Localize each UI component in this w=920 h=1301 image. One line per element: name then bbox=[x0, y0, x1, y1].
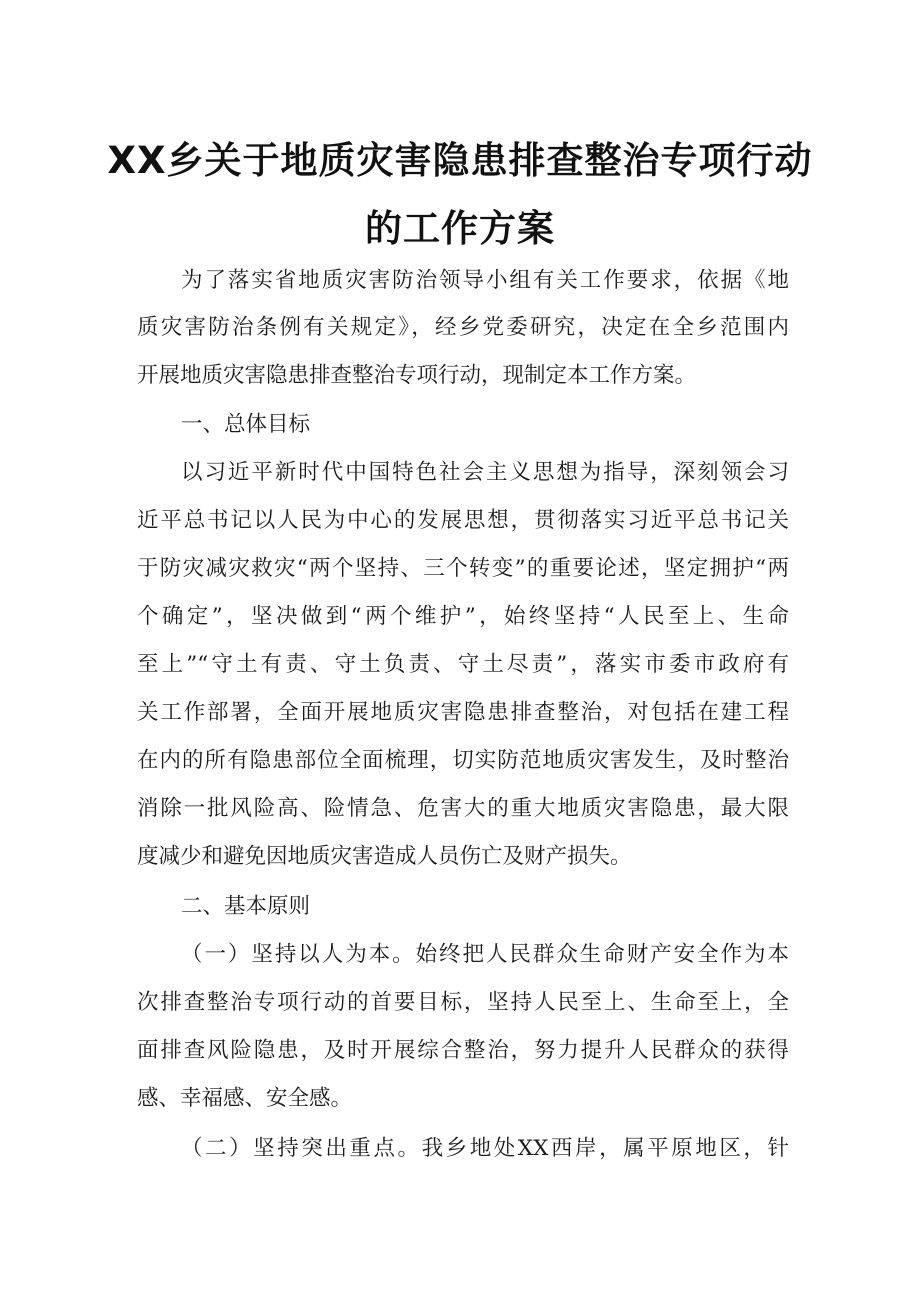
paragraph-principle-1-line: 面排查风险隐患，及时开展综合整治，努力提升人民群众的获得 bbox=[137, 1038, 789, 1063]
paragraph-goal-line: 个确定”，坚决做到“两个维护”，始终坚持“人民至上、生命 bbox=[137, 604, 789, 629]
paragraph-intro-line: 为了落实省地质灾害防治领导小组有关工作要求，依据《地 bbox=[181, 268, 789, 293]
document-title-line-2: 的工作方案 bbox=[365, 207, 555, 250]
paragraph-principle-1-line: 次排查整治专项行动的首要目标，坚持人民至上、生命至上，全 bbox=[137, 990, 789, 1015]
paragraph-principle-1-line: （一）坚持以人为本。始终把人民群众生命财产安全作为本 bbox=[181, 942, 789, 967]
paragraph-intro-line: 开展地质灾害隐患排查整治专项行动，现制定本工作方案。 bbox=[137, 363, 697, 388]
paragraph-goal-line: 消除一批风险高、险情急、危害大的重大地质灾害隐患，最大限 bbox=[137, 796, 789, 821]
paragraph-goal-line: 至上”“守土有责、守土负责、守土尽责”，落实市委市政府有 bbox=[137, 652, 789, 677]
paragraph-intro-line: 质灾害防治条例有关规定》，经乡党委研究，决定在全乡范围内 bbox=[137, 315, 789, 340]
paragraph-goal-line: 于防灾减灾救灾“两个坚持、三个转变”的重要论述，坚定拥护“两 bbox=[137, 556, 789, 581]
document-title-line-1: XX乡关于地质灾害隐患排查整治专项行动 bbox=[107, 139, 813, 182]
paragraph-goal-line: 关工作部署，全面开展地质灾害隐患排查整治，对包括在建工程 bbox=[137, 700, 789, 725]
paragraph-goal-line: 在内的所有隐患部位全面梳理，切实防范地质灾害发生，及时整治 bbox=[137, 748, 789, 773]
section-heading-basic-principles: 二、基本原则 bbox=[181, 894, 311, 919]
paragraph-goal-line: 近平总书记以人民为中心的发展思想，贯彻落实习近平总书记关 bbox=[137, 508, 789, 533]
paragraph-principle-2-line: （二）坚持突出重点。我乡地处XX西岸，属平原地区，针 bbox=[181, 1136, 789, 1161]
paragraph-goal-line: 以习近平新时代中国特色社会主义思想为指导，深刻领会习 bbox=[181, 460, 789, 485]
paragraph-principle-1-line: 感、幸福感、安全感。 bbox=[137, 1086, 353, 1111]
paragraph-goal-line: 度减少和避免因地质灾害造成人员伤亡及财产损失。 bbox=[137, 844, 632, 869]
section-heading-overall-goal: 一、总体目标 bbox=[181, 412, 311, 437]
